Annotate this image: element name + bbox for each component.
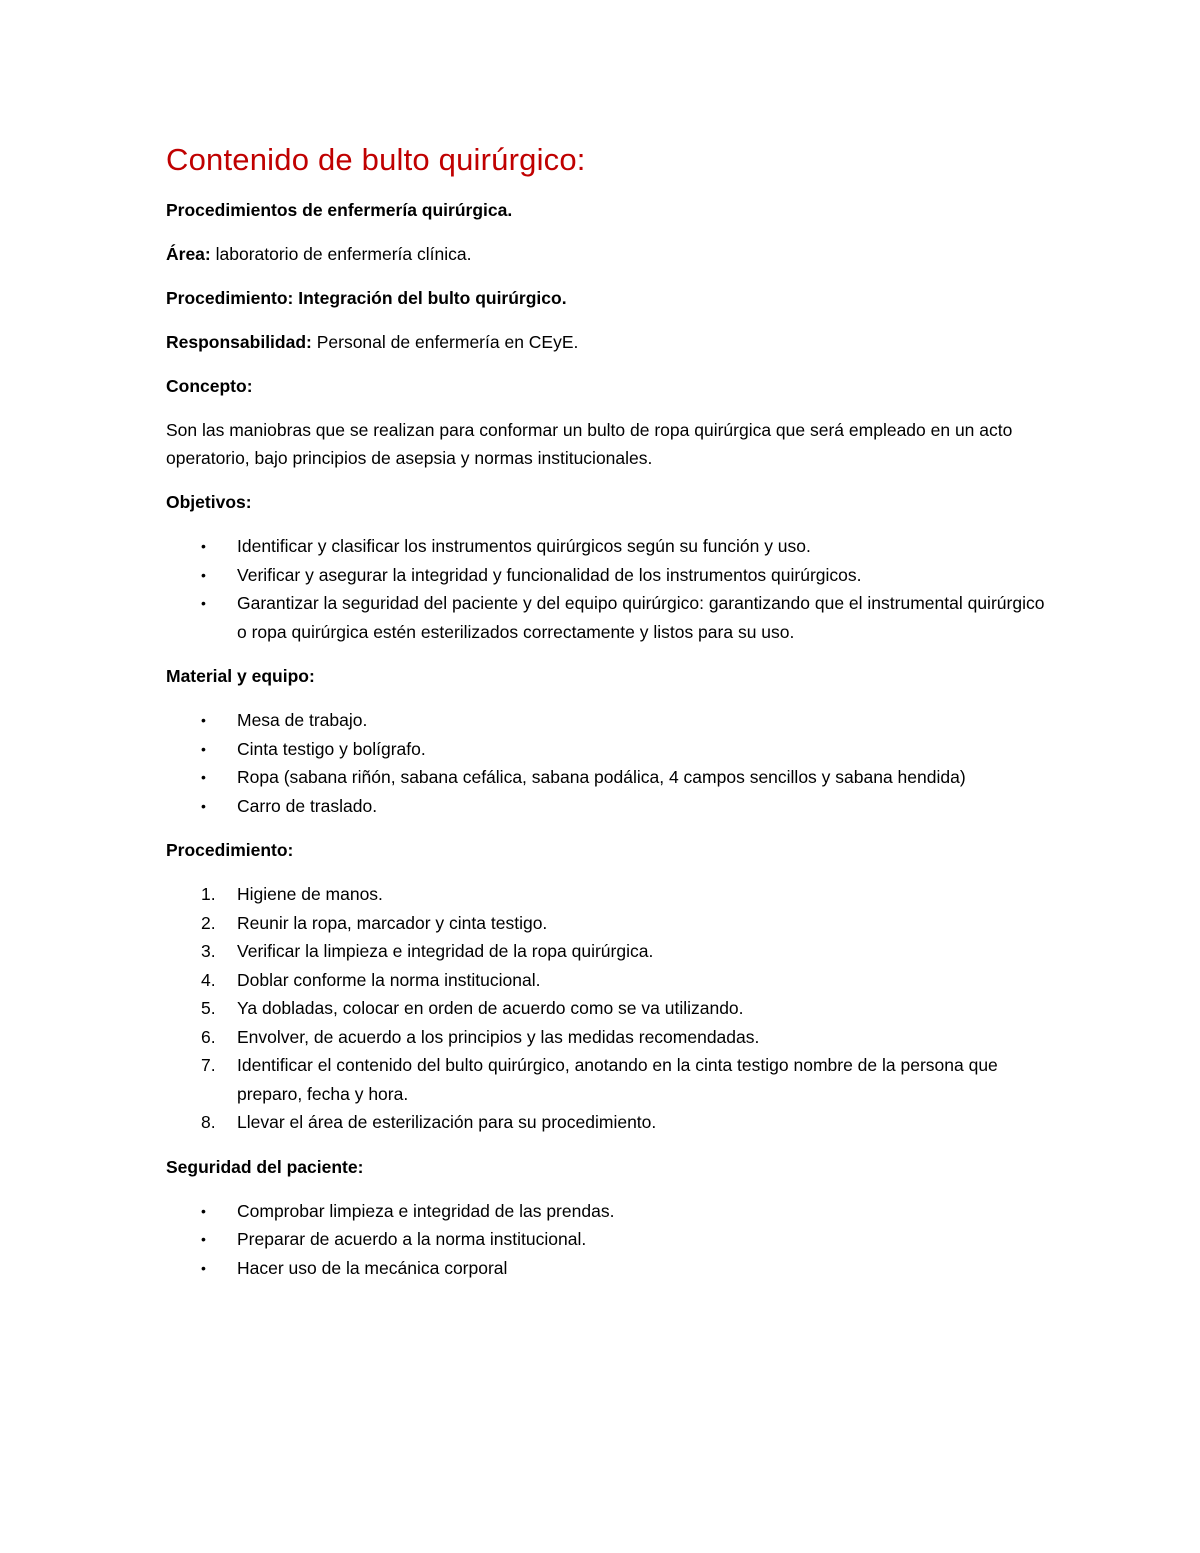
list-item: • Preparar de acuerdo a la norma institucional.: [237, 1225, 1046, 1254]
document-page: [166, 138, 1046, 1298]
seguridad-heading: Seguridad del paciente:: [166, 1156, 364, 1177]
step-number: 8.: [201, 1112, 216, 1132]
step-number: 4.: [201, 969, 216, 990]
list-item: 7. Identificar el contenido del bulto quirúrgico, anotando en la cinta testigo nombre de la persona que preparo, fecha y hora.: [237, 1051, 1046, 1108]
responsabilidad-line: [166, 328, 1046, 356]
list-item: 1. Higiene de manos.: [237, 880, 1046, 909]
step-number: 3.: [201, 941, 216, 961]
list-item: 2. Reunir la ropa, marcador y cinta testigo.: [237, 909, 1046, 938]
seguridad-list: [166, 1197, 1046, 1283]
step-number: 5.: [201, 998, 216, 1018]
step-number: 6.: [201, 1026, 216, 1047]
step-number: 1.: [201, 884, 216, 904]
concepto-heading: Concepto:: [166, 376, 253, 396]
area-line: [166, 240, 1046, 268]
list-item: • Comprobar limpieza e integridad de las prendas.: [237, 1197, 1046, 1226]
list-item: • Identificar y clasificar los instrumentos quirúrgicos según su función y uso.: [237, 532, 1046, 561]
bullet-icon: •: [201, 797, 206, 814]
list-item: 8. Llevar el área de esterilización para su procedimiento.: [237, 1108, 1046, 1137]
objetivos-heading: Objetivos:: [166, 492, 252, 512]
document-title: Contenido de bulto quirúrgico:: [166, 142, 586, 177]
procedimiento-line: Procedimiento: Integración del bulto quirúrgico.: [166, 288, 567, 308]
area-label: Área:: [166, 244, 211, 264]
bullet-icon: •: [201, 769, 206, 785]
procedimiento-heading: Procedimiento:: [166, 840, 294, 860]
list-item: • Carro de traslado.: [237, 792, 1046, 821]
step-number: 2.: [201, 912, 216, 933]
list-item: • Cinta testigo y bolígrafo.: [237, 735, 1046, 764]
bullet-icon: •: [201, 1231, 206, 1247]
bullet-icon: •: [201, 538, 206, 554]
material-heading: Material y equipo:: [166, 666, 315, 686]
bullet-icon: •: [201, 1259, 206, 1276]
bullet-icon: •: [201, 1202, 206, 1219]
material-list: [166, 706, 1046, 820]
bullet-icon: •: [201, 595, 206, 611]
list-item: • Hacer uso de la mecánica corporal: [237, 1254, 1046, 1283]
list-item: • Mesa de trabajo.: [237, 706, 1046, 735]
procedimiento-list: [166, 880, 1046, 1137]
bullet-icon: •: [201, 740, 206, 757]
list-item: • Ropa (sabana riñón, sabana cefálica, sabana podálica, 4 campos sencillos y sabana hendida): [237, 763, 1046, 792]
list-item: 4. Doblar conforme la norma institucional.: [237, 966, 1046, 995]
list-item: 3. Verificar la limpieza e integridad de la ropa quirúrgica.: [237, 937, 1046, 966]
responsabilidad-label: Responsabilidad:: [166, 332, 312, 352]
document-subtitle: Procedimientos de enfermería quirúrgica.: [166, 200, 513, 220]
list-item: • Garantizar la seguridad del paciente y del equipo quirúrgico: garantizando que el instrumental quirúrgico o ropa quirúrgica estén esterilizados correctamente y listos para su uso.: [237, 589, 1046, 646]
objetivos-list: [166, 532, 1046, 646]
responsabilidad-value: Personal de enfermería en CEyE.: [311, 332, 579, 352]
concepto-text: Son las maniobras que se realizan para conformar un bulto de ropa quirúrgica que será empleado en un acto operatorio, bajo principios de asepsia y normas institucionales.: [166, 420, 1013, 468]
bullet-icon: •: [201, 712, 206, 728]
area-value: laboratorio de enfermería clínica.: [210, 244, 472, 264]
list-item: 5. Ya dobladas, colocar en orden de acuerdo como se va utilizando.: [237, 994, 1046, 1023]
list-item: 6. Envolver, de acuerdo a los principios y las medidas recomendadas.: [237, 1023, 1046, 1052]
list-item: • Verificar y asegurar la integridad y funcionalidad de los instrumentos quirúrgicos.: [237, 561, 1046, 590]
step-number: 7.: [201, 1055, 216, 1075]
bullet-icon: •: [201, 566, 206, 583]
